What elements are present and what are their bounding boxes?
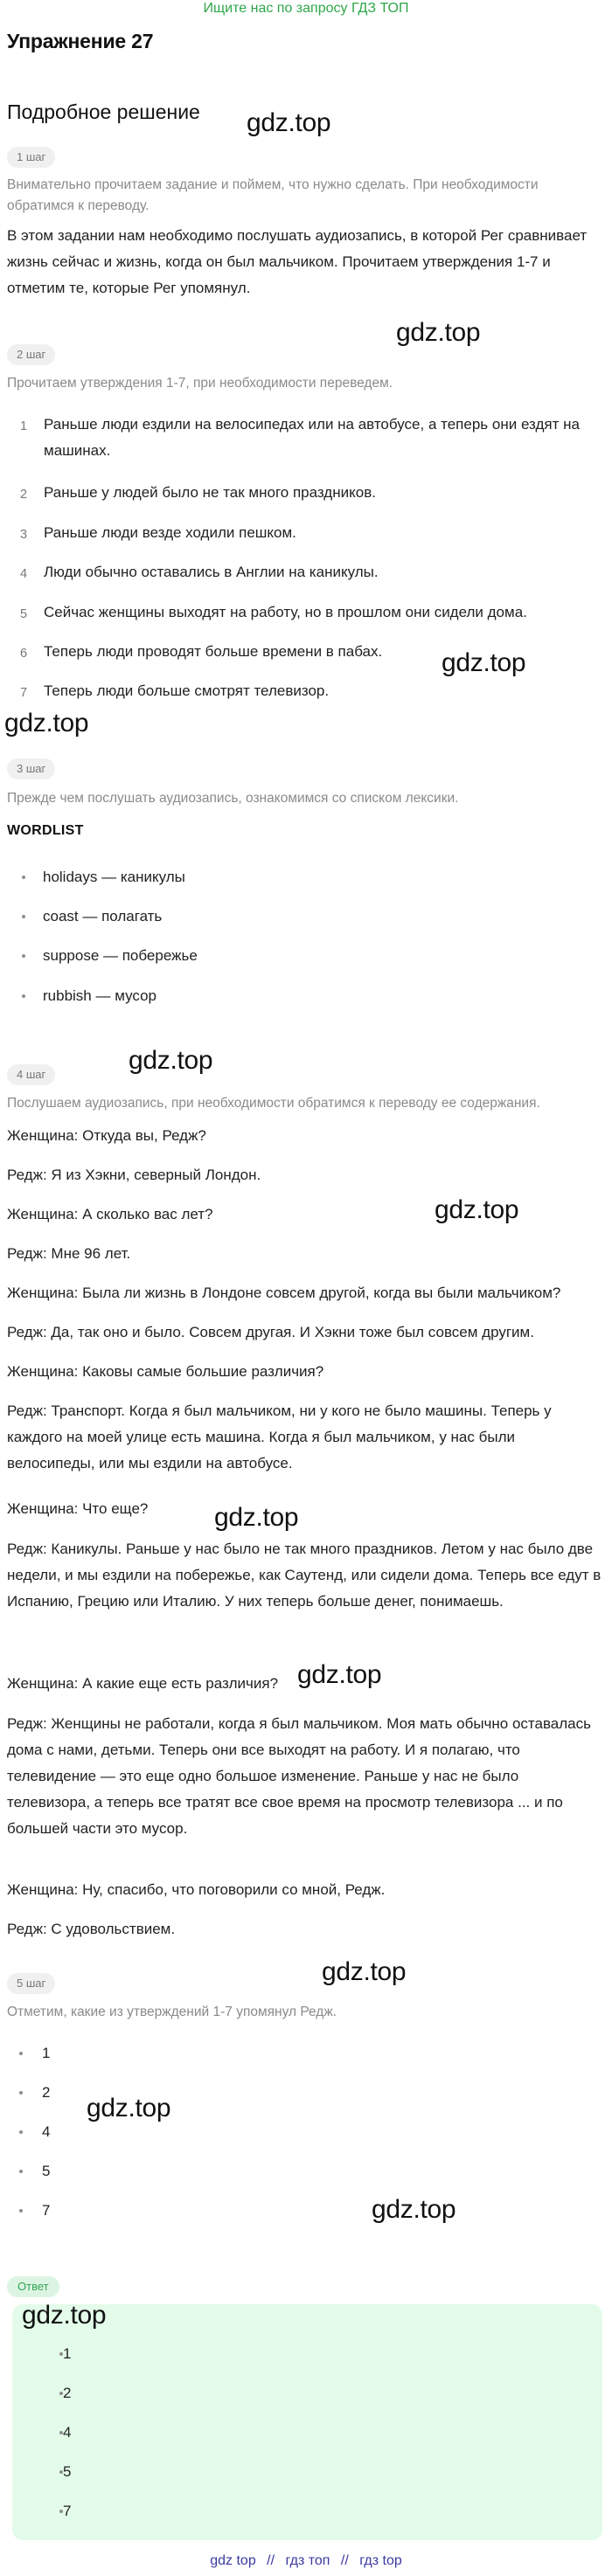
watermark: gdz.top — [297, 1660, 382, 1689]
bullet-icon — [19, 2170, 23, 2173]
bullet-icon — [22, 915, 25, 918]
result-item — [7, 2119, 50, 2145]
statement-text: Люди обычно оставались в Англии на каникулы. — [44, 564, 379, 580]
step-1-text: В этом задании нам необходимо послушать аудиозапись, в которой Рег сравнивает жизнь сейчас и жизнь, когда он был мальчиком. Прочитаем утверждения 1-7 и отметим те, которые Рег упомянул. — [7, 227, 588, 296]
statement-item — [7, 480, 605, 506]
wordlist-heading: WORDLIST — [7, 823, 84, 838]
answer-item-text: 7 — [63, 2503, 72, 2519]
answer-item-text: 2 — [63, 2385, 72, 2401]
footer-link[interactable]: gdz top — [210, 2553, 256, 2568]
step-5-hint: Отметим, какие из утверждений 1-7 упомянул Редж. — [7, 2005, 337, 2019]
wordlist-item-text: suppose — побережье — [43, 947, 198, 964]
statement-text: Раньше люди ездили на велосипедах или на автобусе, а теперь они ездят на машинах. — [44, 416, 580, 459]
bullet-icon — [19, 2209, 23, 2212]
footer-separator: // — [267, 2553, 275, 2568]
statement-number: 4 — [20, 567, 28, 581]
watermark: gdz.top — [22, 2301, 107, 2330]
top-search-link[interactable]: Ищите нас по запросу ГДЗ ТОП — [203, 1, 409, 16]
watermark: gdz.top — [214, 1503, 299, 1532]
watermark: gdz.top — [435, 1195, 519, 1224]
statement-item — [7, 520, 605, 546]
footer-links — [0, 2553, 612, 2569]
answer-item-text: 1 — [63, 2345, 72, 2362]
result-item-text: 5 — [42, 2163, 51, 2179]
result-item — [7, 2198, 50, 2224]
watermark: gdz.top — [87, 2094, 171, 2122]
bullet-icon — [59, 2392, 63, 2395]
dialogue-line: Женщина: А сколько вас лет? — [7, 1206, 213, 1222]
footer-link[interactable]: гдз топ — [285, 2553, 330, 2568]
watermark: gdz.top — [322, 1957, 407, 1986]
wordlist-item-text: rubbish — мусор — [43, 987, 156, 1004]
result-item — [7, 2158, 50, 2185]
statement-item — [7, 412, 605, 464]
bullet-icon — [22, 876, 25, 879]
watermark: gdz.top — [372, 2195, 456, 2224]
step-3-hint: Прежде чем послушать аудиозапись, ознакомимся со списком лексики. — [7, 791, 459, 806]
answer-item — [7, 2380, 71, 2406]
statement-item — [7, 599, 605, 626]
wordlist-item-text: coast — полагать — [43, 908, 163, 924]
dialogue-line: Редж: Да, так оно и было. Совсем другая. И Хэкни тоже был совсем другим. — [7, 1324, 534, 1340]
watermark: gdz.top — [247, 108, 331, 137]
step-badge-3: 3 шаг — [7, 758, 55, 779]
answer-box — [12, 2304, 602, 2540]
result-item-text: 4 — [42, 2123, 51, 2140]
result-item — [7, 2080, 50, 2106]
dialogue-line: Редж: Женщины не работали, когда я был мальчиком. Моя мать обычно оставалась дома с нами, детьми. Теперь они все выходят на работу. И я полагаю, что телевидение — это еще одно большое изменение. Раньше у нас не было телевизора, а теперь все тратят все свое время на просмотр телевизора ... и по большей части это мусор. — [7, 1715, 591, 1837]
answer-badge: Ответ — [7, 2276, 59, 2297]
wordlist-item — [7, 943, 198, 969]
step-4-hint: Послушаем аудиозапись, при необходимости обратимся к переводу ее содержания. — [7, 1096, 540, 1111]
dialogue-line: Женщина: Каковы самые большие различия? — [7, 1363, 324, 1380]
statement-text: Раньше у людей было не так много праздников. — [44, 484, 376, 501]
wordlist-item — [7, 904, 162, 930]
bullet-icon — [19, 2052, 23, 2055]
answer-item-text: 4 — [63, 2424, 72, 2441]
watermark: gdz.top — [396, 318, 481, 347]
bullet-icon — [59, 2352, 63, 2356]
statement-number: 5 — [20, 607, 28, 621]
result-item — [7, 2040, 50, 2067]
wordlist-item — [7, 864, 185, 890]
dialogue-line: Женщина: А какие еще есть различия? — [7, 1675, 279, 1692]
result-item-text: 1 — [42, 2045, 51, 2061]
bullet-icon — [59, 2431, 63, 2434]
dialogue-line: Редж: Каникулы. Раньше у нас было не так много праздников. Летом у нас было две недели, и мы ездили на побережье, как Саутенд, или сидели дома. Теперь все едут в Испанию, Грецию или Италию. У них теперь больше денег, понимаешь. — [7, 1541, 602, 1610]
step-badge-2: 2 шаг — [7, 344, 55, 365]
statement-number: 1 — [20, 419, 28, 433]
result-item-text: 7 — [42, 2202, 51, 2219]
statement-text: Теперь люди проводят больше времени в пабах. — [44, 643, 383, 660]
dialogue-line: Редж: Мне 96 лет. — [7, 1245, 131, 1262]
statement-number: 7 — [20, 686, 28, 700]
answer-item — [7, 2341, 71, 2367]
statement-item — [7, 559, 605, 585]
dialogue-line: Редж: Транспорт. Когда я был мальчиком, ни у кого не было машины. Теперь у каждого на моей улице есть машина. Когда я был мальчиком, у нас были велосипеды, или мы ездили на автобусе. — [7, 1402, 552, 1472]
step-1-hint: Внимательно прочитаем задание и поймем, что нужно сделать. При необходимости обратимся к переводу. — [7, 177, 539, 213]
bullet-icon — [22, 954, 25, 958]
dialogue-line: Женщина: Откуда вы, Редж? — [7, 1127, 206, 1144]
statement-item — [7, 678, 605, 704]
bullet-icon — [19, 2091, 23, 2095]
bullet-icon — [22, 994, 25, 998]
dialogue-line: Женщина: Была ли жизнь в Лондоне совсем другой, когда вы были мальчиком? — [7, 1285, 561, 1301]
statement-number: 2 — [20, 488, 28, 502]
watermark: gdz.top — [129, 1046, 213, 1075]
bullet-icon — [59, 2470, 63, 2474]
statement-text: Теперь люди больше смотрят телевизор. — [44, 682, 330, 699]
statement-text: Сейчас женщины выходят на работу, но в прошлом они сидели дома. — [44, 604, 527, 620]
answer-item — [7, 2420, 71, 2446]
watermark: gdz.top — [442, 648, 526, 677]
wordlist-item — [7, 983, 156, 1009]
statement-text: Раньше люди везде ходили пешком. — [44, 524, 296, 541]
bullet-icon — [19, 2130, 23, 2134]
dialogue-line: Редж: С удовольствием. — [7, 1921, 176, 1937]
dialogue-line: Женщина: Ну, спасибо, что поговорили со мной, Редж. — [7, 1881, 386, 1898]
statement-number: 3 — [20, 528, 28, 542]
section-title: Подробное решение — [7, 100, 200, 123]
step-2-hint: Прочитаем утверждения 1-7, при необходимости переведем. — [7, 376, 393, 391]
step-badge-4: 4 шаг — [7, 1064, 55, 1085]
page-title: Упражнение 27 — [7, 30, 154, 52]
wordlist-item-text: holidays — каникулы — [43, 869, 185, 885]
step-badge-5: 5 шаг — [7, 1973, 55, 1994]
dialogue-line: Женщина: Что еще? — [7, 1500, 149, 1517]
result-item-text: 2 — [42, 2084, 51, 2101]
statement-number: 6 — [20, 647, 28, 661]
answer-item — [7, 2498, 71, 2524]
step-badge-1: 1 шаг — [7, 147, 55, 168]
footer-separator: // — [340, 2553, 349, 2568]
answer-item — [7, 2459, 71, 2485]
watermark: gdz.top — [4, 709, 89, 737]
dialogue-line: Редж: Я из Хэкни, северный Лондон. — [7, 1167, 261, 1183]
footer-link[interactable]: гдз top — [359, 2553, 402, 2568]
bullet-icon — [59, 2510, 63, 2513]
answer-item-text: 5 — [63, 2463, 72, 2480]
